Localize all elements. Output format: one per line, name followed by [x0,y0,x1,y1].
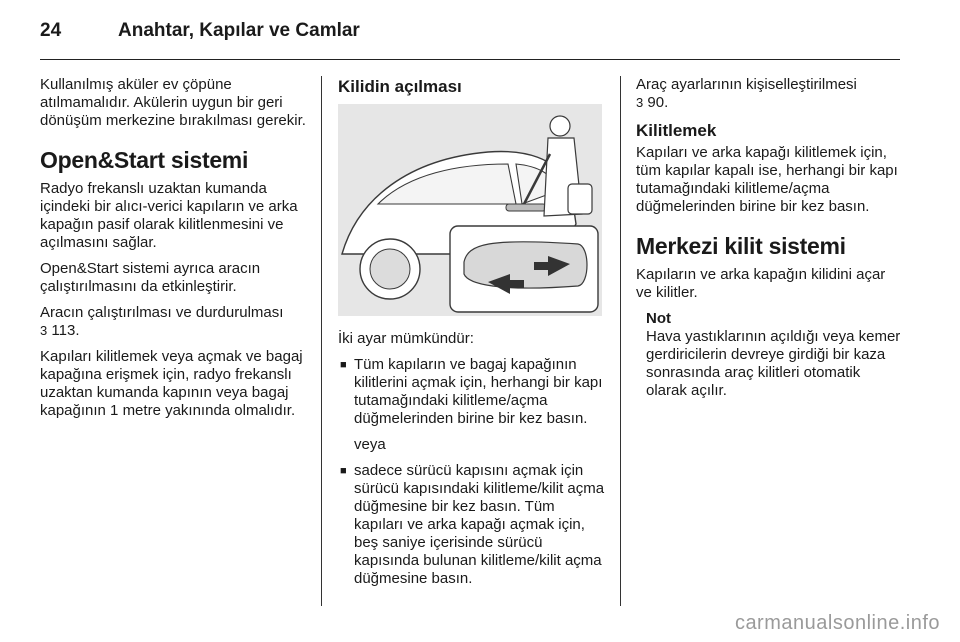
start-stop-text: Aracın çalıştırılması ve durdurulması [40,304,284,321]
or-text: veya [354,436,386,453]
start-stop-reference [40,304,312,340]
bullet-icon: ■ [340,359,347,371]
central-locking-text: Kapıların ve arka kapağın kilidini açar ve kilitler. [636,266,886,301]
remote-range-text: Kapıları kilitlemek veya açmak ve bagaj kapağına erişmek için, radyo frekanslı uzaktan kumanda kapının veya bagaj kapağının 1 metre yakınında olmalıdır. [40,348,303,419]
locking-text: Kapıları ve arka kapağı kilitlemek için, tüm kapılar kapalı ise, herhangi bir kapı tutamağındaki kilitleme/açma düğmelerinden birine bir kez basın. [636,144,898,215]
unlock-options-list-2 [338,462,606,588]
page-ref-icon: 3 [636,95,644,110]
bullet-icon: ■ [340,465,347,477]
watermark: carmanualsonline.info [734,612,940,634]
chapter-title: Anahtar, Kapılar ve Camlar [118,20,360,41]
unlock-options-list [338,356,606,428]
list-item [338,356,606,428]
open-start-heading: Open&Start sistemi [40,147,249,173]
two-settings-text: İki ayar mümkündür: [338,330,474,347]
car-door-image [338,104,602,316]
note-box [636,310,904,400]
personalisation-text: Araç ayarlarının kişiselleştirilmesi [636,76,857,93]
note-title: Not [646,310,671,327]
column-divider-2 [620,76,621,606]
locking-heading: Kilitlemek [636,121,717,140]
unlock-all-text: Tüm kapıların ve bagaj kapağının kilitlerini açmak için, herhangi bir kapı tutamağındaki kilitleme/açma düğmelerinden birine bir kez basın. [354,356,603,427]
personalisation-reference [636,76,904,112]
list-item [338,462,606,588]
open-start-description: Radyo frekanslı uzaktan kumanda içindeki bir alıcı-verici kapıların ve arka kapağın pasif olarak kilitlenmesini ve açılmasını sağlar. [40,180,298,251]
page-ref-icon: 3 [40,323,48,338]
header-rule [40,59,900,60]
column-1 [40,76,312,428]
column-3 [636,76,904,400]
open-start-starting-text: Open&Start sistemi ayrıca aracın çalıştırılmasını da etkinleştirir. [40,260,261,295]
central-locking-heading: Merkezi kilit sistemi [636,233,846,259]
unlocking-heading: Kilidin açılması [338,77,462,96]
unlock-driver-text: sadece sürücü kapısını açmak için sürücü kapısındaki kilitleme/kilit açma düğmesine bir kez basın. Tüm kapıları ve arka kapağı açmak için, beş saniye içerisinde sürücü kapısında bulunan kilitleme/kilit açma düğmesine basın. [354,462,605,587]
door-handle-illustration [338,104,602,316]
battery-disposal-text: Kullanılmış aküler ev çöpüne atılmamalıdır. Akülerin uygun bir geri dönüşüm merkezine bırakılması gerekir. [40,76,306,129]
page-header [40,20,900,60]
personalisation-page-link[interactable]: 90. [647,94,669,111]
column-2 [338,76,606,596]
column-divider-1 [321,76,322,606]
page-number: 24 [40,20,62,41]
note-text: Hava yastıklarının açıldığı veya kemer gerdiricilerin devreye girdiği bir kaza sonrasında araç kilitleri otomatik olarak açılır. [646,328,901,399]
start-stop-page-link[interactable]: 113. [51,322,80,339]
